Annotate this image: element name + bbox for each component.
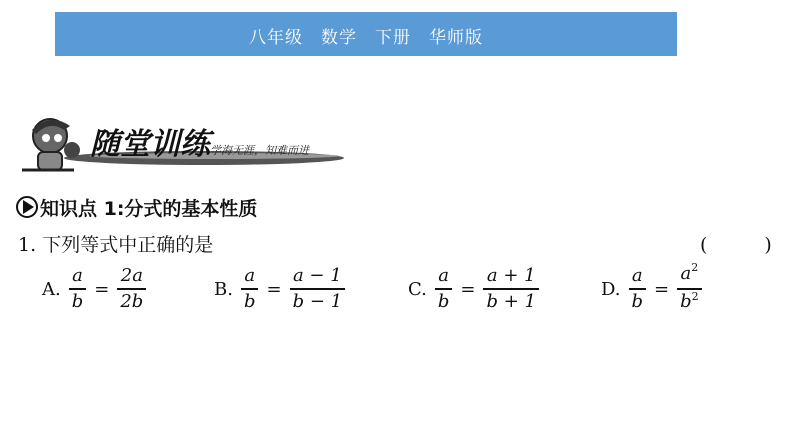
denominator: b <box>243 290 256 312</box>
option-d[interactable] <box>601 262 702 316</box>
option-label: A. <box>42 278 61 300</box>
play-arrow-icon <box>16 196 38 218</box>
numerator: a + 1 <box>486 265 536 287</box>
rhs-fraction <box>290 265 346 312</box>
lhs-fraction <box>69 265 87 312</box>
numerator: a − 1 <box>292 265 342 287</box>
denominator: $b^2$ <box>680 289 699 312</box>
option-label: B. <box>214 278 233 300</box>
option-a[interactable] <box>42 262 146 316</box>
numerator: a <box>72 265 83 287</box>
option-b[interactable] <box>214 262 345 316</box>
rhs-fraction <box>483 265 539 312</box>
denominator: b <box>631 290 644 312</box>
denominator: b <box>437 290 450 312</box>
denominator: b <box>71 290 84 312</box>
logo-title: 随堂训练 <box>90 127 210 162</box>
answer-bracket: ( ) <box>700 234 772 256</box>
equals-sign: = <box>94 278 110 300</box>
section-label: 知识点 1:分式的基本性质 <box>40 197 258 220</box>
banner-title: 八年级 数学 下册 华师版 <box>249 28 483 48</box>
numerator: $a^2$ <box>680 261 699 285</box>
question-number: 1. <box>18 234 37 256</box>
practice-logo <box>14 110 344 180</box>
lhs-fraction <box>241 265 259 312</box>
option-label: D. <box>601 278 621 300</box>
numerator: a <box>438 265 449 287</box>
header-banner <box>55 12 677 56</box>
denominator: b − 1 <box>292 290 343 312</box>
equals-sign: = <box>460 278 476 300</box>
rhs-fraction <box>677 263 702 314</box>
option-c[interactable] <box>408 262 539 316</box>
option-label: C. <box>408 278 427 300</box>
exponent: 2 <box>691 261 699 275</box>
equals-sign: = <box>266 278 282 300</box>
denominator: b + 1 <box>486 290 536 312</box>
section-heading <box>16 192 257 222</box>
question-stem <box>18 230 213 257</box>
denominator: 2b <box>120 290 144 312</box>
cartoon-figure-icon <box>22 119 80 170</box>
rhs-fraction <box>117 265 146 312</box>
equals-sign: = <box>654 278 670 300</box>
lhs-fraction <box>435 265 453 312</box>
logo-slogan: 学海无涯，知难而进 <box>210 144 309 157</box>
lhs-fraction <box>629 265 647 312</box>
question-text: 下列等式中正确的是 <box>42 234 214 256</box>
exponent: 2 <box>691 289 699 303</box>
numerator: a <box>244 265 256 287</box>
numerator: 2a <box>120 265 143 287</box>
numerator: a <box>631 265 643 287</box>
